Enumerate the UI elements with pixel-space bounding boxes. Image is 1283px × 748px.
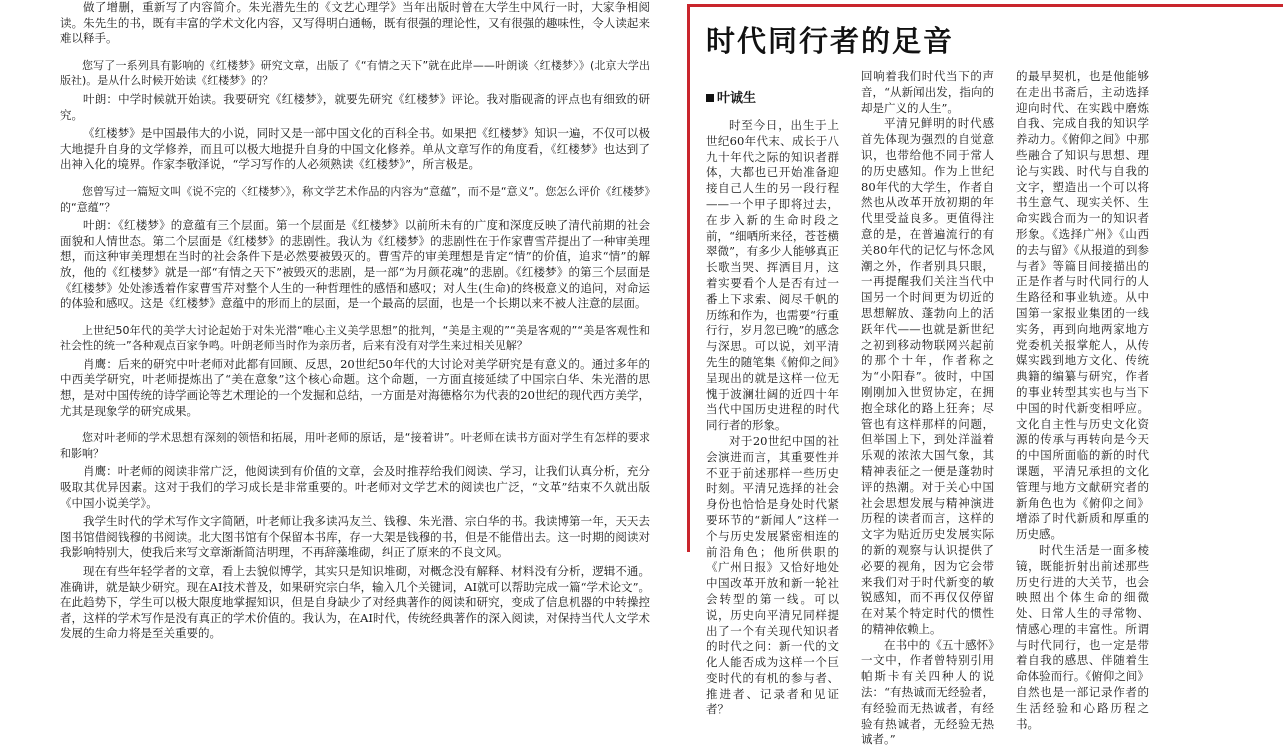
article-paragraph: 在书中的《五十感怀》一文中，作者曾特别引用帕斯卡有关四种人的说法：“有热诚而无经验者，有经验而无热诚者，有经验有热诚者，无经验无热诚者。” — [861, 637, 994, 747]
paragraph-gap — [60, 315, 650, 323]
interview-answer: 叶朗：《红楼梦》的意蕴有三个层面。第一个层面是《红楼梦》以前所未有的广度和深度反映了清代前期的社会面貌和人情世态。第二个层面是《红楼梦》的悲剧性。我认为《红楼梦》的悲剧性在于作家曹雪芹提出了一种审美理想，而这种审美理想在当时的社会条件下是必然要被毁灭的。曹雪芹的审美理想是肯定“情”的价值，追求“情”的解放，他的《红楼梦》就是一部“有情之天下”被毁灭的悲剧，是一部“为月颜花魂”的悲剧。《红楼梦》的第三个层面是《红楼梦》处处渗透着作家曹雪芹对整个人生的一种哲理性的感悟和感叹；对人生(生命)的终极意义的追问，对命运的体验和感叹。这是《红楼梦》意蕴中的形而上的层面，是一个最高的层面，也是一个长期以来不被人注意的层面。 — [60, 218, 650, 311]
article-paragraph: 的最早契机，也是他能够在走出书斋后，主动选择迎向时代、在实践中磨炼自我、完成自我的知识学养动力。《俯仰之间》中那些融合了知识与思想、理论与实践、时代与自我的文字，塑造出一个可以将书生意气、现实关怀、生命实践合而为一的知识者形象。《选择广州》《山西的去与留》《从报道的到参与者》等篇目间接描出的正是作者与时代同行的人生路径和事业轨迹。从中国第一家报业集团的一线实务，再到向地两家地方党委机关报掌舵人，从传媒实践到地方文化、传统典籍的编纂与研究，作者的事业转型其实也与当下中国的时代新变相呼应。文化自主性与历史文化资源的传承与再转向是今天的中国所面临的新的时代课题，平清兄承担的文化管理与地方文献研究者的新角色也为《俯仰之间》增添了时代新质和厚重的历史感。 — [1016, 69, 1149, 542]
article-column-1 — [706, 118, 839, 717]
interview-column — [60, 0, 650, 641]
article-paragraph: 平清兄鲜明的时代感首先体现为强烈的自觉意识，也带给他不同于常人的历史感知。作为上世纪80年代的大学生，作者自然也从改革开放初期的年代里受益良多。更值得注意的是，在普遍流行的有关80年代的记忆与怀念风潮之外，作者别具只眼，一再提醒我们关注当代中国另一个时间更为切近的思想解放、蓬勃向上的活跃年代——也就是新世纪之初到移动物联网兴起前的那个十年，作者称之为“小阳春”。彼时，中国刚刚加入世贸协定，在拥抱全球化的路上狂奔；尽管也有这样那样的问题，但举国上下，到处洋溢着乐观的浓浓大国气象，其精神表征之一便是蓬勃时评的热潮。对于关心中国社会思想发展与精神演进历程的读者而言，这样的文字为贴近历史发展实际的新的观察与认识提供了必要的视角，因为它会带来我们对于时代新变的敏锐感知，而不再仅仅停留在对某个特定时代的惯性的精神依赖上。 — [861, 116, 994, 636]
interview-question: 您曾写过一篇短文叫《说不完的〈红楼梦〉》，称文学艺术作品的内容为“意蕴”，而不是“意义”。您怎么评价《红楼梦》的“意蕴”？ — [60, 184, 650, 214]
interview-answer: 做了增删，重新写了内容简介。朱光潜先生的《文艺心理学》当年出版时曾在大学生中风行一时，大家争相阅读。朱先生的书，既有丰富的学术文化内容，又写得明白通畅，既有很强的理论性，又有很强的趣味性，令人读起来难以释手。 — [60, 0, 650, 46]
interview-answer: 叶朗：中学时候就开始读。我要研究《红楼梦》，就要先研究《红楼梦》评论。我对脂砚斋的评点也有细致的研究。 — [60, 91, 650, 122]
article-title: 时代同行者的足音 — [706, 24, 955, 58]
paragraph-gap — [60, 50, 650, 58]
article-paragraph: 回响着我们时代当下的声音，“从新闻出发，指向的却是广义的人生”。 — [861, 69, 994, 115]
article-column-2 — [861, 69, 994, 747]
article-box — [687, 4, 1283, 747]
article-paragraph: 时至今日，出生于上世纪60年代末、成长于八九十年代之际的知识者群体，大都也已开始准备迎接自己人生的另一段行程——一个甲子即将过去，在步入新的生命时段之前，“细哂所来径，苍苍横翠微”，有多少人能够真正长歌当哭、挥洒目月，这着实要看个人是否有过一番上下求索、阅尽千帆的历练和作为，也需要“行重行行，岁月忽已晚”的感念与深思。可以说，刘平清先生的随笔集《俯仰之间》呈现出的就是这样一位无愧于波澜壮阔的近四十年当代中国历史进程的时代同行者的形象。 — [706, 118, 839, 433]
interview-question: 您写了一系列具有影响的《红楼梦》研究文章，出版了《“有情之天下”就在此岸——叶朗谈〈红楼梦〉》(北京大学出版社)。是从什么时候开始读《红楼梦》的？ — [60, 58, 650, 88]
interview-answer: 肖鹰：叶老师的阅读非常广泛，他阅读到有价值的文章，会及时推荐给我们阅读、学习，让我们认真分析，充分吸取其优异因素。这对于我们的学习成长是非常重要的。叶老师对文学艺术的阅读也广泛，“文革”结束不久就出版《中国小说美学》。 — [60, 464, 650, 510]
interview-question: 上世纪50年代的美学大讨论起始于对朱光潜“唯心主义美学思想”的批判，“美是主观的”“美是客观的”“美是客观性和社会性的统一”各种观点百家争鸣。叶朗老师当时作为亲历者，后来有没有对学生来过相关见解？ — [60, 323, 650, 353]
paragraph-gap — [60, 176, 650, 184]
article-column-3 — [1016, 69, 1149, 731]
article-paragraph: 对于20世纪中国的社会演进而言，其重要性并不亚于前述那样一些历史时刻。平清兄选择的社会身份也恰恰是身处时代紧要环节的“新闻人”这样一个与历史发展紧密相连的前沿角色；他所供职的《广州日报》又恰好地处中国改革开放和新一轮社会转型的第一线。可以说，历史向平清兄同样提出了一个有关现代知识者的时代之问：新一代的文化人能否成为这样一个巨变时代的有机的参与者、推进者、记录者和见证者？ — [706, 433, 839, 717]
interview-question: 您对叶老师的学术思想有深刻的领悟和拓展，用叶老师的原话，是“接着讲”。叶老师在读书方面对学生有怎样的要求和影响？ — [60, 431, 650, 460]
byline-square-icon — [706, 94, 714, 102]
author-name: 叶诚生 — [717, 91, 757, 106]
paragraph-gap — [60, 422, 650, 430]
article-paragraph: 时代生活是一面多棱镜，既能折射出前述那些历史行进的大关节，也会映照出个体生命的细微处、日常人生的寻常物、情感心理的丰富性。所谓与时代同行，也一定是带着自我的感思、伴随着生命体验而行。《俯仰之间》自然也是一部记录作者的生活经验和心路历程之书。 — [1016, 542, 1149, 731]
byline — [706, 87, 756, 106]
interview-answer: 《红楼梦》是中国最伟大的小说，同时又是一部中国文化的百科全书。如果把《红楼梦》知识一遍，不仅可以极大地提升自身的文学修养，而且可以极大地提升自身的中国文化修养。单从文章写作的角度看，《红楼梦》也达到了出神入化的境界。作家李敬泽说，“学习写作的人必须熟读《红楼梦》”，所言极是。 — [60, 126, 650, 172]
interview-answer: 我学生时代的学术写作文字简陋，叶老师让我多读冯友兰、钱穆、朱光潜、宗白华的书。我读博第一年，天天去图书馆借阅钱穆的书阅读。北大图书馆有个保留本书库，存一大架是钱穆的书，但是不能借出去。这一时期的阅读对我影响特别大，使我后来写文章渐渐简洁明理，不再辞藻堆砌，纠正了原来的不良文风。 — [60, 514, 650, 560]
interview-answer: 肖鹰：后来的研究中叶老师对此都有回顾、反思，20世纪50年代的大讨论对美学研究是有意义的。通过多年的中西美学研究，叶老师提炼出了“美在意象”这个核心命题。这个命题，一方面直接延续了中国宗白华、朱光潜的思想，是对中国传统的诗学画论等艺术理论的一个发掘和总结，一方面是对海德格尔为代表的20世纪的现代西方美学，尤其是现象学的研究成果。 — [60, 356, 650, 418]
interview-answer: 现在有些年轻学者的文章，看上去貌似博学，其实只是知识堆砌，对概念没有解释、材料没有分析，逻辑不通。准确讲，就是缺少研究。现在AI技术普及，如果研究宗白华，输入几个关键词，AI就可以帮助完成一篇“学术论文”。在此趋势下，学生可以极大限度地掌握知识，但是自身缺少了对经典著作的阅读和研究，变成了信息机器的中转操控者，这样的学术写作是没有真正的学术价值的。我认为，在AI时代，传统经典著作的深入阅读，对保持当代人文学术发展的生命力将是至关重要的。 — [60, 564, 650, 641]
